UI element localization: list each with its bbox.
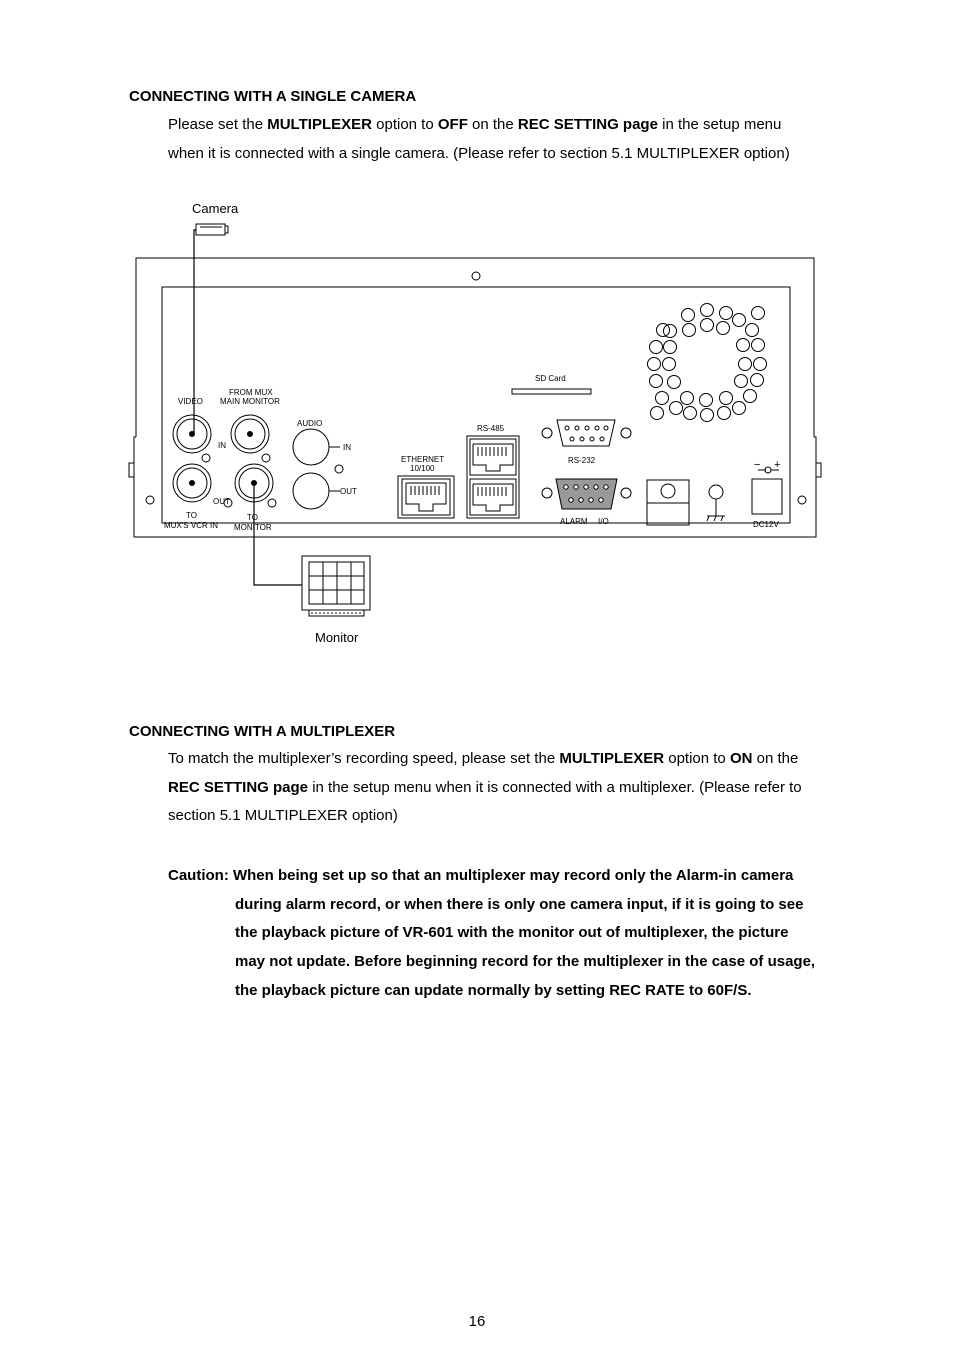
text-run: in the setup menu when it is connected with a multiplexer. (Please refer to xyxy=(308,778,802,796)
rs232-port xyxy=(542,420,631,465)
bold-multiplexer: MULTIPLEXER xyxy=(559,750,665,767)
audio-label: AUDIO xyxy=(297,419,323,428)
caution-line: the playback picture of VR-601 with the monitor out of multiplexer, the picture xyxy=(235,924,789,942)
audio-in-label: IN xyxy=(343,443,351,452)
text-run: option to xyxy=(371,116,438,133)
text-run: on the xyxy=(752,750,799,767)
multiplexer-paragraph xyxy=(168,745,868,831)
section-heading-multiplexer: CONNECTING WITH A MULTIPLEXER xyxy=(129,723,396,740)
text-run: To match the multiplexer’s recording speed, please set the xyxy=(168,750,560,767)
rs485-label: RS-485 xyxy=(477,424,505,433)
text-run: when it is connected with a single camera. (Please refer to section 5.1 MULTIPLEXER option) xyxy=(168,144,790,162)
text-run: on the xyxy=(467,116,518,133)
from-mux-label: FROM MUX xyxy=(229,388,273,397)
fan-grille xyxy=(648,304,767,422)
bnc-from-mux xyxy=(231,415,269,453)
bold-on: ON xyxy=(729,750,753,767)
rs232-label: RS-232 xyxy=(568,456,596,465)
caution-line: Caution: When being set up so that an multiplexer may record only the Alarm-in camera xyxy=(168,867,794,884)
page-number: 16 xyxy=(468,1313,486,1330)
ethernet-label: ETHERNET xyxy=(401,455,445,464)
bold-rec-setting: REC SETTING page xyxy=(168,778,309,796)
dc-power-jack xyxy=(752,459,782,529)
main-monitor-label: MAIN MONITOR xyxy=(220,397,280,406)
monitor-label: Monitor xyxy=(315,630,359,645)
caution-note xyxy=(168,862,868,1006)
bnc-video-in xyxy=(173,415,211,453)
bnc-in-label: IN xyxy=(218,441,226,450)
alarm-io-port xyxy=(542,479,631,526)
text-run: section 5.1 MULTIPLEXER option) xyxy=(168,807,398,825)
dc12v-label: DC12V xyxy=(753,520,779,529)
caution-line: the playback picture can update normally by setting REC RATE to 60F/S. xyxy=(235,981,752,999)
text-run: Please set the xyxy=(168,116,268,133)
bold-off: OFF xyxy=(437,116,468,133)
audio-out-label: OUT xyxy=(340,487,357,496)
caution-line: during alarm record, or when there is only one camera input, if it is going to see xyxy=(235,895,804,913)
sd-card-slot xyxy=(512,374,591,394)
bnc-to-mux-vcr xyxy=(173,464,211,502)
bold-rec-setting: REC SETTING page xyxy=(517,116,658,133)
rs485-port xyxy=(467,424,519,518)
caution-line: may not update. Before beginning record for the multiplexer in the case of usage, xyxy=(235,953,816,971)
text-run: in the setup menu xyxy=(657,116,782,133)
to-monitor-label: TO xyxy=(247,513,258,522)
audio-ports xyxy=(293,419,357,509)
section-heading-single-camera: CONNECTING WITH A SINGLE CAMERA xyxy=(129,88,417,105)
io-label: I/O xyxy=(598,517,609,526)
dc-minus-label: − xyxy=(754,459,761,471)
dc-plus-label: + xyxy=(774,459,781,471)
video-label: VIDEO xyxy=(178,397,203,406)
bnc-out-label: OUT xyxy=(213,497,230,506)
alarm-label: ALARM xyxy=(560,517,588,526)
mux-vcr-in-label: MUX'S VCR IN xyxy=(164,521,218,530)
monitor-icon xyxy=(302,556,370,616)
bold-multiplexer: MULTIPLEXER xyxy=(267,116,372,133)
ethernet-port xyxy=(398,455,454,518)
to-mux-label: TO xyxy=(186,511,197,520)
text-run: option to xyxy=(664,750,730,767)
sd-card-label: SD Card xyxy=(535,374,566,383)
monitor-port-label: MONITOR xyxy=(234,523,272,532)
ground-terminal xyxy=(707,485,725,521)
ethernet-speed-label: 10/100 xyxy=(410,464,435,473)
camera-icon xyxy=(196,224,228,235)
power-switch xyxy=(647,480,689,525)
camera-label: Camera xyxy=(192,201,239,216)
